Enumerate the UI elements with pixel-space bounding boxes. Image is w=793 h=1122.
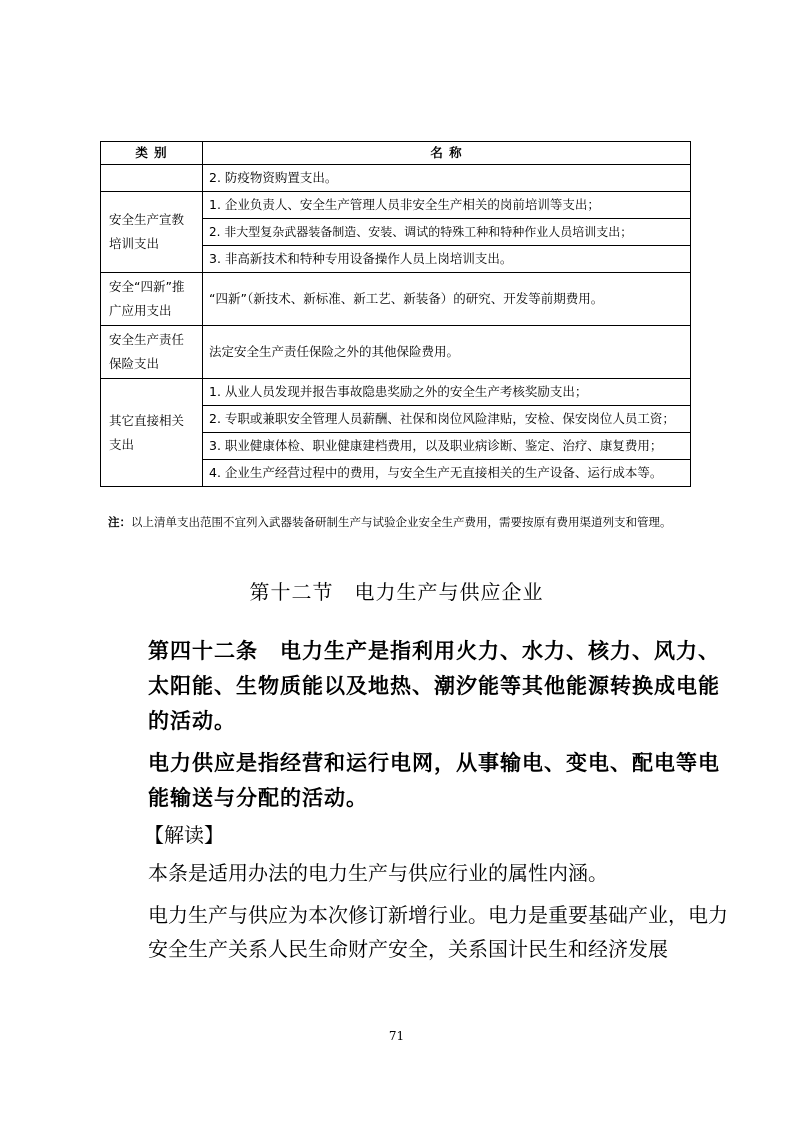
interpretation-paragraph: 本条是适用办法的电力生产与供应行业的属性内涵。 [148,861,608,885]
article-paragraph: 电力供应是指经营和运行电网，从事输电、变电、配电等电能输送与分配的活动。 [148,751,720,810]
category-cell: 其它直接相关支出 [101,379,203,487]
item-cell: 1. 企业负责人、安全生产管理人员非安全生产相关的岗前培训等支出； [203,192,691,219]
item-cell: 2. 专职或兼职安全管理人员薪酬、社保和岗位风险津贴，安检、保安岗位人员工资； [203,406,691,433]
header-category: 类 别 [101,142,203,165]
category-cell: 安全生产宣教培训支出 [101,192,203,273]
article-paragraph: 第四十二条 电力生产是指利用火力、水力、核力、风力、太阳能、生物质能以及地热、潮汐能等其他能源转换成电能的活动。 [148,639,720,733]
table-row [101,273,691,326]
note-label: 注： [108,515,131,529]
table-header-row [101,142,691,165]
table-row [101,379,691,406]
note-text: 以上清单支出范围不宜列入武器装备研制生产与试验企业安全生产费用，需要按原有费用渠道列支和管理。 [131,515,672,529]
item-cell: “四新”（新技术、新标准、新工艺、新装备）的研究、开发等前期费用。 [203,273,691,326]
item-cell: 4. 企业生产经营过程中的费用，与安全生产无直接相关的生产设备、运行成本等。 [203,460,691,487]
interpretation-paragraph: 电力生产与供应为本次修订新增行业。电力是重要基础产业，电力安全生产关系人民生命财产安全，关系国计民生和经济发展 [148,903,728,961]
item-cell: 3. 非高新技术和特种专用设备操作人员上岗培训支出。 [203,246,691,273]
expense-table [100,141,691,487]
category-cell: 安全“四新”推广应用支出 [101,273,203,326]
table-row [101,165,691,192]
table-note [108,512,693,532]
interpretation-heading: 【解读】 [144,823,224,847]
section-title: 第十二节 电力生产与供应企业 [249,580,544,604]
item-cell: 2. 防疫物资购置支出。 [203,165,691,192]
item-cell: 法定安全生产责任保险之外的其他保险费用。 [203,326,691,379]
table-row [101,326,691,379]
header-name: 名 称 [203,142,691,165]
category-cell: 安全生产责任保险支出 [101,326,203,379]
category-cell [101,165,203,192]
item-cell: 1. 从业人员发现并报告事故隐患奖励之外的安全生产考核奖励支出； [203,379,691,406]
table-row [101,192,691,219]
item-cell: 3. 职业健康体检、职业健康建档费用，以及职业病诊断、鉴定、治疗、康复费用； [203,433,691,460]
item-cell: 2. 非大型复杂武器装备制造、安装、调试的特殊工种和特种作业人员培训支出； [203,219,691,246]
page-number: 71 [388,1029,405,1043]
